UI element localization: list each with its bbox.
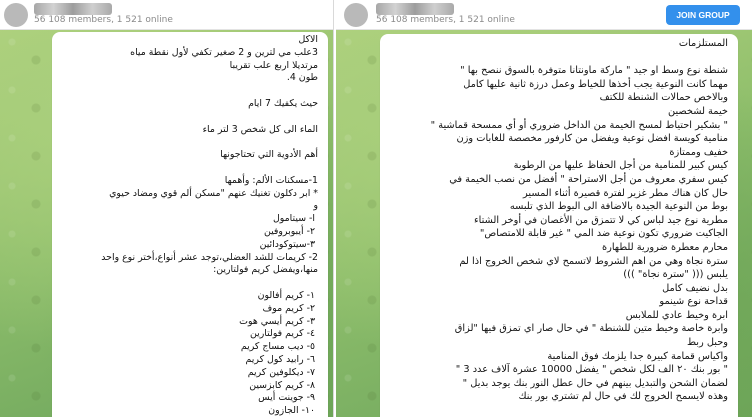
member-count: 56 108 members, 1 521 online xyxy=(34,15,173,25)
message-bubble[interactable] xyxy=(52,32,328,417)
message-text: الاكل 3علب مي لترين و 2 صغير تكفي لأول نقطة مياه مرتديلا اربع علب تقريبا طون 4. حيث يكفيك 7 ايام الماء الى كل شخص 3 لتر ماء أهم الأدوية التي تحتاجونها 1-مسكنات الألم: وأهمها * ابر دكلون تغنيك عنهم "مسكن ألم قوي ومضاد حيوي و ا- سيتامول ٢- أيبوبروفين ٣-سيتوكودائين 2- كريمات للشد العضلي،توجد عشر أنواع،أختر نوع واحد منها،ويفضل كريم فولتارين: ١- كريم أفالون ٢- كريم موف ٣- كريم أيسي هوت ٤- كريم فولتارين ٥- ديب مساج كريم ٦- رابيد كول كريم ٧- ديكلوفين كريم ٨- كريم كابزسين ٩- جوينت أيس ١٠- الجازون xyxy=(101,34,318,417)
chat-header[interactable] xyxy=(0,0,333,30)
group-avatar[interactable] xyxy=(344,3,368,27)
group-name-redacted xyxy=(34,3,112,15)
group-name-redacted xyxy=(376,3,454,15)
right-chat-pane xyxy=(336,0,752,417)
message-bubble[interactable] xyxy=(380,34,738,417)
member-count: 56 108 members, 1 521 online xyxy=(376,15,515,25)
join-group-button[interactable]: JOIN GROUP xyxy=(666,5,740,25)
chat-header[interactable] xyxy=(336,0,752,30)
message-text: المستلزمات شنطة نوع وسط او جيد " ماركة ماونتانا متوفرة بالسوق ننصح بها " مهما كانت النوعية يجب أخذها للخياط وعمل درزة ثانية عليها كامل وبالاخص حمالات الشنطة للكتف خيمة لشخصين " بشكير احتياط لمسح الخيمة من الداخل ضروري أو أي ممسحة قماشية " منامية كويسة افضل نوعية ويفضل من كارفور مخصصة للغابات وزن خفيف وممتازة كيس كبير للمنامية من أجل الحفاظ عليها من الرطوبة كيس سفري معروف من أجل الاستراحة " أفضل من نصب الخيمة في حال كان هناك مطر غزير لفترة قصيرة أثناء المسير بوط من النوعية الجيدة بالاضافة الى البوط الذي تلبسه مطرية نوع جيد لباس كي لا تتمزق من الأغصان في أوخر الشتاء الجاكيت ضروري تكون نوعية ضد المي " غير قابلة للامتصاص" محارم معطرة ضرورية للطهارة سترة نجاة وهي من اهم الشروط لاتسمح لاي شخص الخروج اذا لم يلبس ((( "سترة نجاة" ))) بدل نضيف كامل قداحة نوع شينمو ابرة وخيط عادي للملابس وابرة خاصة وخيط متين للشنطة " في حال صار اي تمزق فيها "لزاق وحبل ربط واكياس قمامة كبيرة جدا يلزمك فوق المنامية " بور بنك ٢٠ الف لكل شخص " يفضل 10000 عشرة آلاف عدد 3 " لضمان الشحن والتبديل بينهم في حال عطل النور بنك يوجد بديل " وهذه لايسمح الخروج لك في حال لم تشتري بور بنك xyxy=(430,38,728,403)
left-chat-pane xyxy=(0,0,334,417)
group-avatar[interactable] xyxy=(4,3,28,27)
